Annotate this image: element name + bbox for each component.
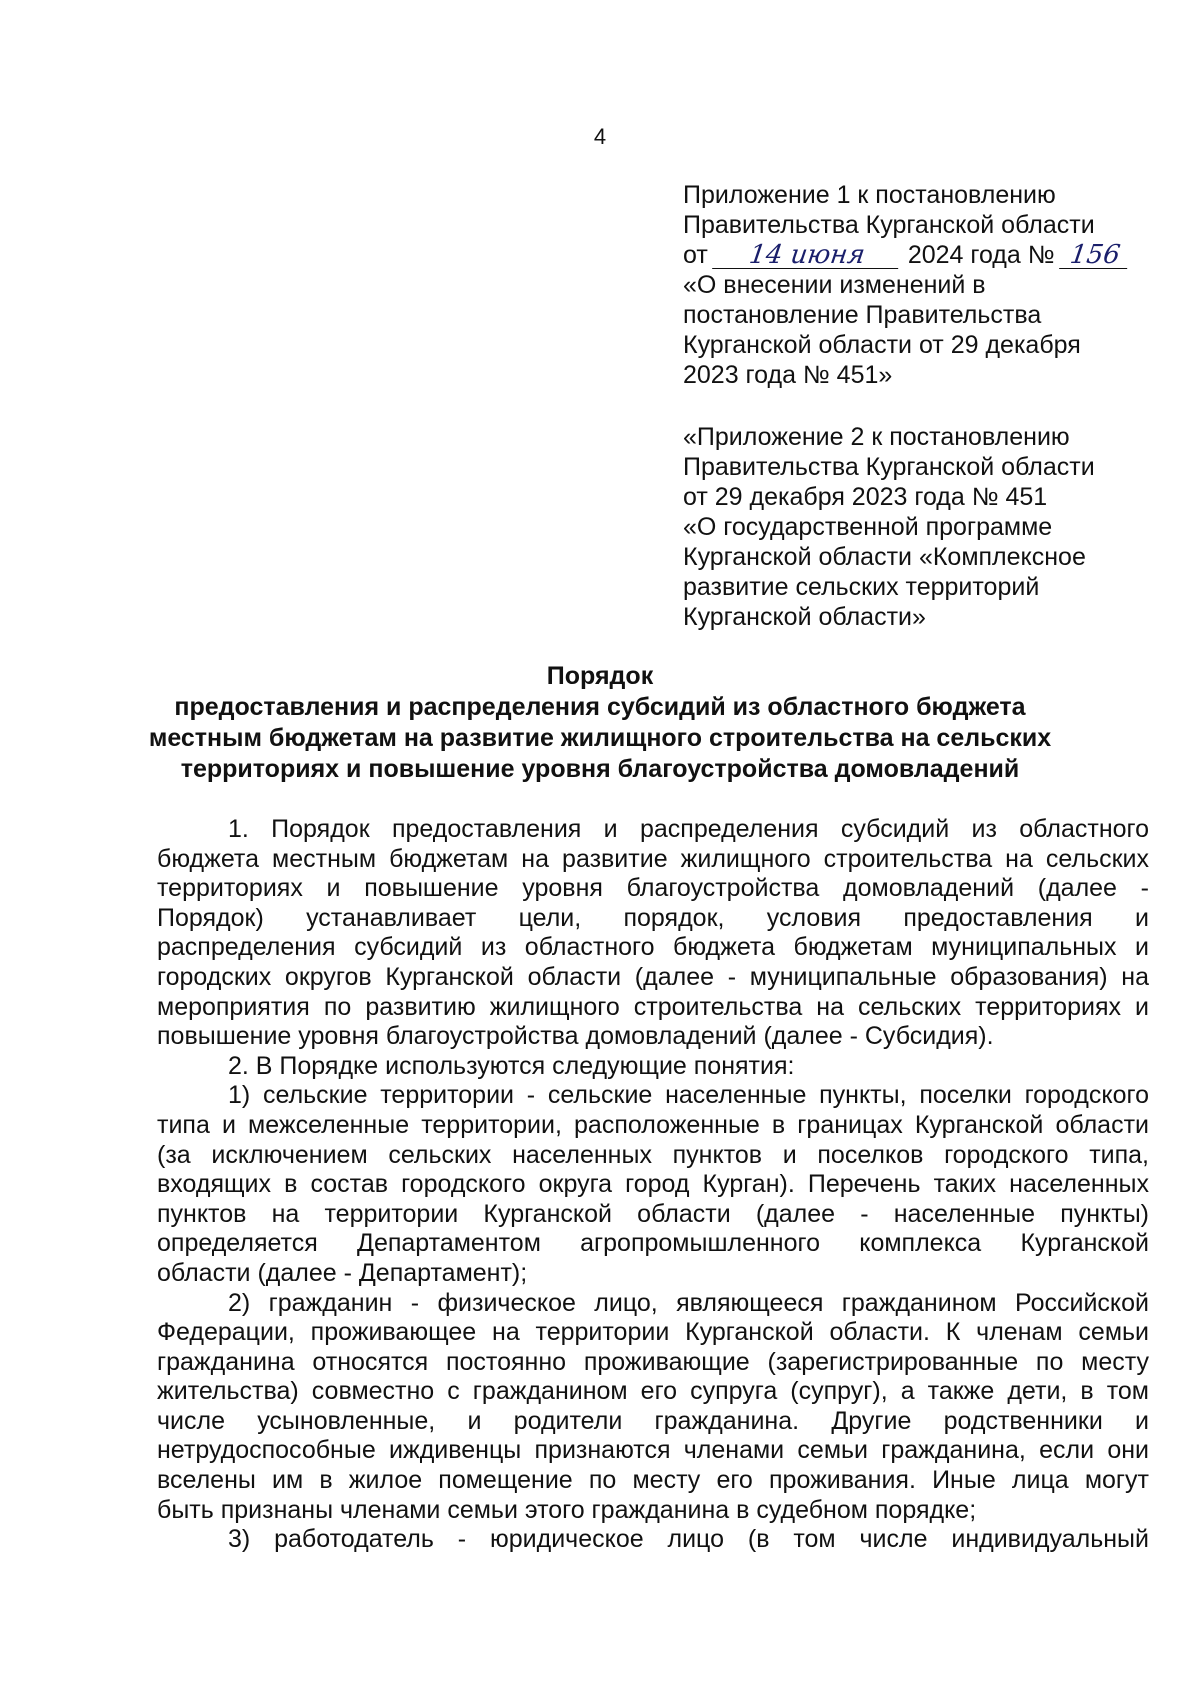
text-line: 3) работодатель - юридическое лицо (в том числе индивидуальный [228,1525,1149,1554]
appendix-2-line: развитие сельских территорий [683,573,1040,601]
text-line: 1) сельские территории - сельские населенные пункты, поселки городского [228,1081,1149,1110]
paragraph-2-item-3 [157,1525,1149,1555]
text-line: жительства) совместно с гражданином его супруга (супруг), а также дети, в том [157,1377,1149,1406]
document-title: Порядок [546,662,654,690]
appendix-1-line: постановление Правительства [683,301,1042,329]
date-year: 2024 года № [907,241,1055,269]
appendix-2-line: Курганской области «Комплексное [683,543,1086,571]
text-line: 2. В Порядке используются следующие понятия: [228,1051,795,1080]
paragraph-2-item-1 [157,1081,1149,1288]
appendix-1-line: Курганской области от 29 декабря [683,331,1081,359]
appendix-2-line: «Приложение 2 к постановлению [683,423,1070,451]
text-line: мероприятия по развитию жилищного строительства на сельских территориях и [157,992,1149,1021]
document-subtitle-line: территориях и повышение уровня благоустройства домовладений [180,755,1020,783]
paragraph-2-item-2 [157,1289,1149,1526]
text-line: (за исключением сельских населенных пунктов и поселков городского типа, [157,1140,1149,1169]
appendix-1-reference [683,180,1133,390]
appendix-2-line: Правительства Курганской области [683,453,1095,481]
text-line: Порядок) устанавливает цели, порядок, условия предоставления и [157,903,1149,932]
appendix-2-reference [683,422,1133,632]
text-line: вселены им в жилое помещение по месту его проживания. Иные лица могут [157,1466,1149,1495]
appendix-2-line: от 29 декабря 2023 года № 451 [683,483,1048,511]
appendix-1-line: Приложение 1 к постановлению [683,181,1056,209]
text-line: быть признаны членами семьи этого гражданина в судебном порядке; [157,1495,977,1524]
text-line: типа и межселенные территории, расположенные в границах Курганской области [157,1110,1149,1139]
date-prefix: от [683,241,708,269]
handwritten-number: 156 [1059,242,1131,269]
document-subtitle-line: предоставления и распределения субсидий из областного бюджета [174,693,1026,721]
appendix-1-line: 2023 года № 451» [683,361,893,389]
text-line: распределения субсидий из областного бюджета бюджетам муниципальных и [157,933,1149,962]
text-line: входящих в состав городского округа город Курган). Перечень таких населенных [157,1170,1149,1199]
text-line: Федерации, проживающее на территории Курганской области. К членам семьи [157,1318,1149,1347]
text-line: бюджета местным бюджетам на развитие жилищного строительства на сельских [157,844,1149,873]
appendix-1-line: Правительства Курганской области [683,211,1095,239]
document-subtitle-line: местным бюджетам на развитие жилищного строительства на сельских [148,724,1052,752]
paragraph-1 [157,815,1149,1052]
text-line: гражданина относятся постоянно проживающие (зарегистрированные по месту [157,1347,1149,1376]
handwritten-date: 14 июня [712,242,902,269]
text-line: городских округов Курганской области (далее - муниципальные образования) на [157,962,1149,991]
document-heading [130,661,1070,785]
page-number: 4 [593,124,607,149]
appendix-2-line: Курганской области» [683,603,926,631]
appendix-1-line: «О внесении изменений в [683,271,986,299]
document-body [157,815,1149,1555]
text-line: повышение уровня благоустройства домовладений (далее - Субсидия). [157,1022,994,1051]
text-line: области (далее - Департамент); [157,1258,528,1287]
text-line: нетрудоспособные иждивенцы признаются членами семьи гражданина, если они [157,1436,1149,1465]
appendix-1-date-line [683,240,1133,270]
appendix-2-line: «О государственной программе [683,513,1053,541]
paragraph-2 [157,1052,1149,1082]
text-line: пунктов на территории Курганской области (далее - населенные пункты) [157,1199,1149,1228]
text-line: 1. Порядок предоставления и распределения субсидий из областного [228,815,1149,843]
text-line: числе усыновленные, и родители гражданина. Другие родственники и [157,1406,1149,1435]
text-line: 2) гражданин - физическое лицо, являющееся гражданином Российской [228,1288,1149,1317]
text-line: территориях и повышение уровня благоустройства домовладений (далее - [157,874,1149,903]
text-line: определяется Департаментом агропромышленного комплекса Курганской [157,1229,1149,1258]
